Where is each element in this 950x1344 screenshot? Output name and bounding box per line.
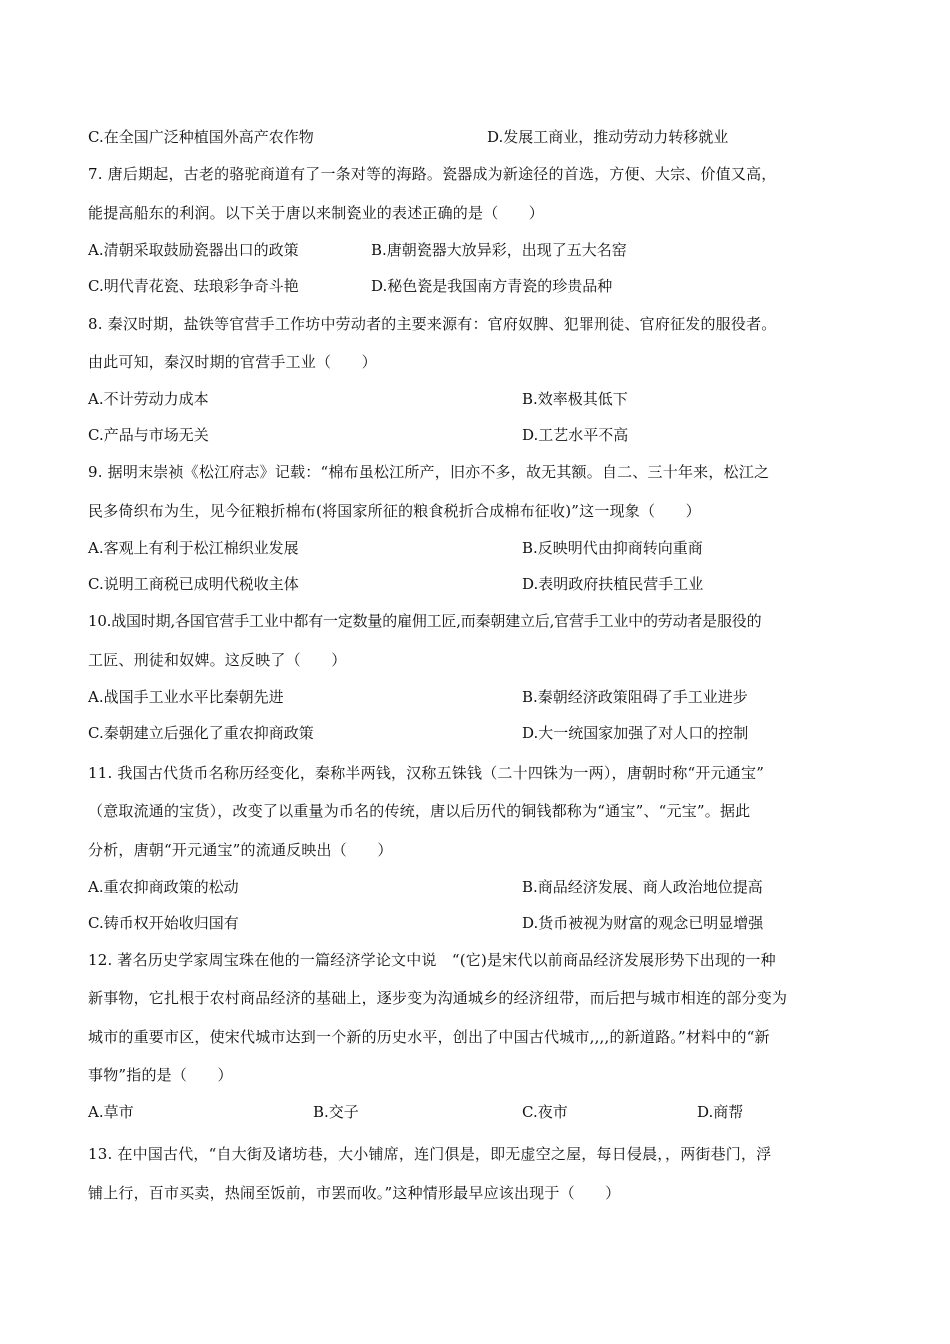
q8-stem-line2: 由此可知，秦汉时期的官营手工业（ ） — [88, 353, 377, 371]
q8-stem-line1: 8. 秦汉时期，盐铁等官营手工作坊中劳动者的主要来源有：官府奴脾、犯罪刑徒、官府征发的服役者。 — [88, 315, 777, 333]
q12-stem-line1: 12. 著名历史学家周宝珠在他的一篇经济学论文中说 “(它)是宋代以前商品经济发展形势下出现的一种 — [88, 951, 776, 969]
q12-option-c: C.夜市 — [522, 1103, 568, 1121]
q13-stem-line1: 13. 在中国古代，“自大街及诸坊巷，大小铺席，连门俱是，即无虚空之屋，每日侵晨，，两街巷门，浮 — [88, 1145, 772, 1163]
q11-stem-line2: （意取流通的宝货），改变了以重量为币名的传统，唐以后历代的铜钱都称为“通宝”、“元宝”。据此 — [88, 802, 751, 820]
q11-stem-line3: 分析，唐朝“开元通宝”的流通反映出（ ） — [88, 841, 393, 859]
q7-stem-line2: 能提高船东的利润。以下关于唐以来制瓷业的表述正确的是（ ） — [88, 204, 545, 222]
q8-option-d: D.工艺水平不高 — [522, 426, 629, 444]
q9-option-b: B.反映明代由抑商转向重商 — [522, 539, 703, 557]
q9-stem-line1: 9. 据明末崇祯《松江府志》记载：“棉布虽松江所产，旧亦不多，故无其额。自二、三十年来，松江之 — [88, 463, 770, 481]
q12-option-d: D.商帮 — [697, 1103, 744, 1121]
q12-option-a: A.草市 — [88, 1103, 134, 1121]
q7-stem-line1: 7. 唐后期起，古老的骆驼商道有了一条对等的海路。瓷器成为新途径的首选，方便、大宗、价值又高， — [88, 165, 777, 183]
q11-option-a: A.重农抑商政策的松动 — [88, 878, 239, 896]
q8-option-c: C.产品与市场无关 — [88, 426, 209, 444]
q12-option-b: B.交子 — [313, 1103, 359, 1121]
q11-option-d: D.货币被视为财富的观念已明显增强 — [522, 914, 764, 932]
q10-stem-line2: 工匠、刑徒和奴婢。这反映了（ ） — [88, 651, 347, 669]
q8-option-a: A.不计劳动力成本 — [88, 390, 209, 408]
q11-option-b: B.商品经济发展、商人政治地位提高 — [522, 878, 763, 896]
q10-option-c: C.秦朝建立后强化了重农抑商政策 — [88, 724, 314, 742]
q12-stem-line4: 事物”指的是（ ） — [88, 1066, 233, 1084]
q9-option-c: C.说明工商税已成明代税收主体 — [88, 575, 299, 593]
q7-option-d: D.秘色瓷是我国南方青瓷的珍贵品种 — [371, 277, 613, 295]
q11-option-c: C.铸币权开始收归国有 — [88, 914, 239, 932]
q9-option-a: A.客观上有利于松江棉织业发展 — [88, 539, 299, 557]
q7-option-a: A.清朝采取鼓励瓷器出口的政策 — [88, 241, 299, 259]
q7-option-b: B.唐朝瓷器大放异彩，出现了五大名窑 — [371, 241, 627, 259]
q7-option-c: C.明代青花瓷、珐琅彩争奇斗艳 — [88, 277, 299, 295]
q6-option-c: C.在全国广泛种植国外高产农作物 — [88, 128, 314, 146]
q10-option-a: A.战国手工业水平比秦朝先进 — [88, 688, 284, 706]
q10-option-d: D.大一统国家加强了对人口的控制 — [522, 724, 749, 742]
q11-stem-line1: 11. 我国古代货币名称历经变化，秦称半两钱，汉称五铢钱（二十四铢为一两），唐朝时称“开元通宝” — [88, 764, 765, 782]
q10-option-b: B.秦朝经济政策阻碍了手工业进步 — [522, 688, 748, 706]
q10-stem-line1: 10.战国时期,各国官营手工业中都有一定数量的雇佣工匠,而秦朝建立后,官营手工业中的劳动者是服役的 — [88, 612, 762, 630]
q8-option-b: B.效率极其低下 — [522, 390, 628, 408]
q13-stem-line2: 铺上行，百市买卖，热闹至饭前，市罢而收。”这种情形最早应该出现于（ ） — [88, 1184, 621, 1202]
q9-stem-line2: 民多倚织布为生，见今征粮折棉布(将国家所征的粮食税折合成棉布征收)”这一现象（ ） — [88, 502, 701, 520]
q9-option-d: D.表明政府扶植民营手工业 — [522, 575, 704, 593]
q12-stem-line2: 新事物，它扎根于农村商品经济的基础上，逐步变为沟通城乡的经济纽带，而后把与城市相连的部分变为 — [88, 989, 788, 1007]
q6-option-d: D.发展工商业，推动劳动力转移就业 — [487, 128, 729, 146]
q12-stem-line3: 城市的重要市区，使宋代城市达到一个新的历史水平，创出了中国古代城市,,,,的新道路。”材料中的“新 — [88, 1028, 770, 1046]
